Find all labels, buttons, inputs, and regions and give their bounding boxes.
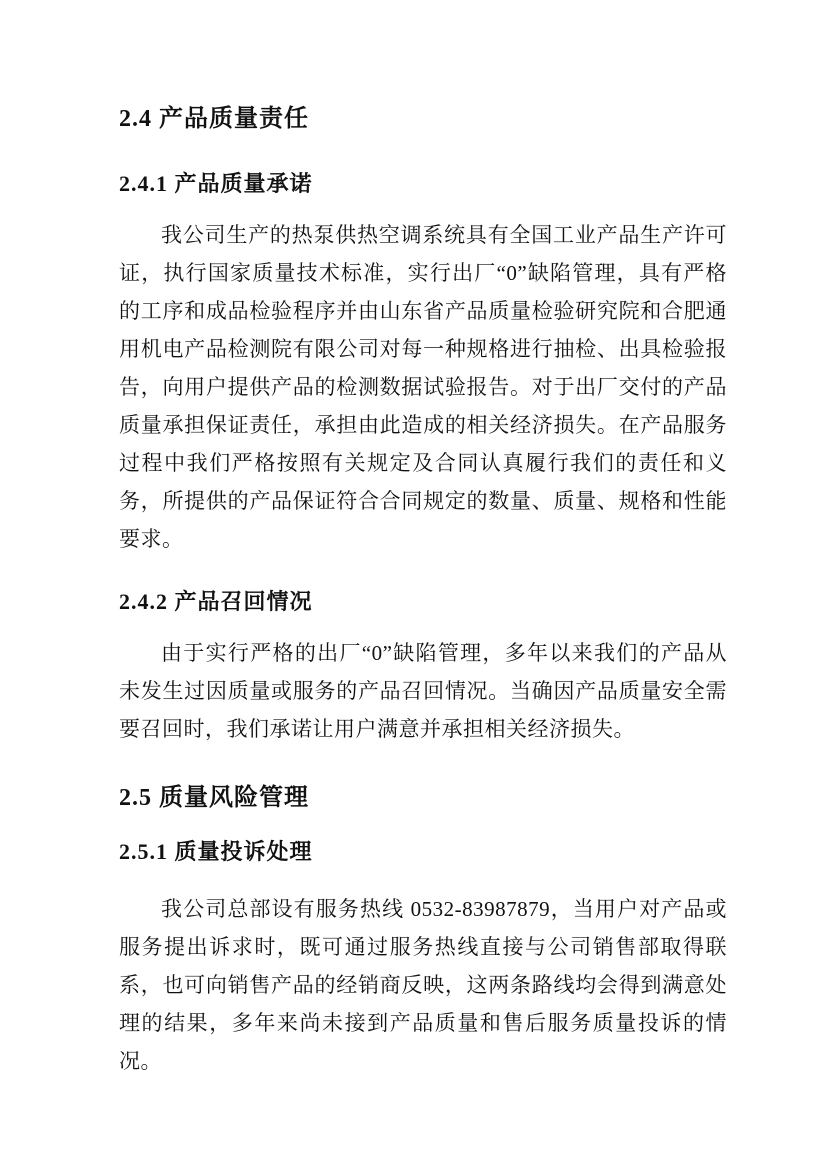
section-heading-2-5-quality-risk-management: 2.5 质量风险管理	[119, 785, 309, 811]
section-heading-2-4-product-quality-responsibility: 2.4 产品质量责任	[119, 106, 309, 132]
paragraph-quality-commitment: 我公司生产的热泵供热空调系统具有全国工业产品生产许可证，执行国家质量技术标准，实行出厂“0”缺陷管理，具有严格的工序和成品检验程序并由山东省产品质量检验研究院和合肥通用机电产品检测院有限公司对每一种规格进行抽检、出具检验报告，向用户提供产品的检测数据试验报告。对于出厂交付的产品质量承担保证责任，承担由此造成的相关经济损失。在产品服务过程中我们严格按照有关规定及合同认真履行我们的责任和义务，所提供的产品保证符合合同规定的数量、质量、规格和性能要求。	[119, 223, 727, 551]
subsection-heading-2-5-1-complaint-handling: 2.5.1 质量投诉处理	[119, 839, 313, 864]
paragraph-complaint-handling: 我公司总部设有服务热线 0532-83987879，当用户对产品或服务提出诉求时，既可通过服务热线直接与公司销售部取得联系，也可向销售产品的经销商反映，这两条路线均会得到满意处理的结果，多年来尚未接到产品质量和售后服务质量投诉的情况。	[119, 897, 727, 1073]
subsection-heading-2-4-2-product-recall: 2.4.2 产品召回情况	[119, 589, 313, 614]
subsection-heading-2-4-1-quality-commitment: 2.4.1 产品质量承诺	[119, 171, 313, 196]
paragraph-product-recall: 由于实行严格的出厂“0”缺陷管理，多年以来我们的产品从未发生过因质量或服务的产品召回情况。当确因产品质量安全需要召回时，我们承诺让用户满意并承担相关经济损失。	[119, 641, 727, 741]
